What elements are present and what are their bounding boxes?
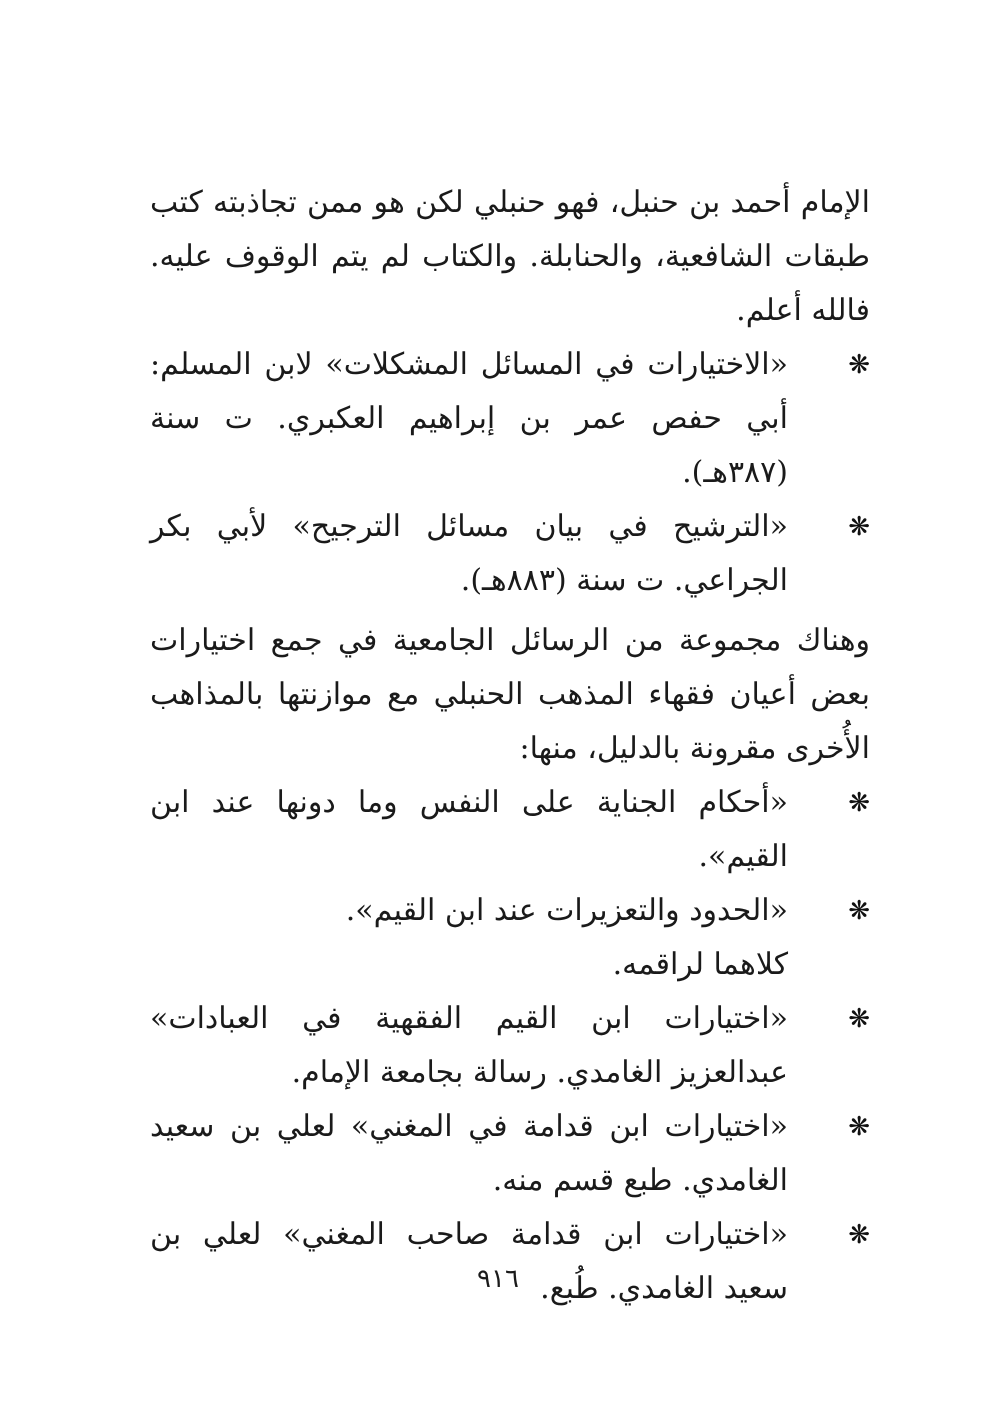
asterisk-bullet-icon: ❋ bbox=[848, 350, 870, 380]
list-item-text: «اختيارات ابن قدامة في المغني» لعلي بن سعيد الغامدي. طبع قسم منه. bbox=[150, 1109, 788, 1198]
asterisk-bullet-icon: ❋ bbox=[848, 788, 870, 818]
list-item bbox=[150, 1208, 870, 1316]
page-body bbox=[150, 176, 870, 1316]
list-item-text: «الترشيح في بيان مسائل الترجيح» لأبي بكر الجراعي. ت سنة (٨٨٣هـ). bbox=[150, 509, 788, 598]
list-item bbox=[150, 1100, 870, 1208]
list-item bbox=[150, 500, 870, 608]
list-item bbox=[150, 338, 870, 500]
asterisk-bullet-icon: ❋ bbox=[848, 1004, 870, 1034]
list-item-text: «اختيارات ابن قدامة صاحب المغني» لعلي بن سعيد الغامدي. طُبع. bbox=[150, 1217, 788, 1306]
list-item-text: «الاختيارات في المسائل المشكلات» لابن المسلم: أبي حفص عمر بن إبراهيم العكبري. ت سنة (٣٨٧هـ). bbox=[150, 347, 788, 490]
author-note: كلاهما لراقمه. bbox=[612, 947, 788, 982]
asterisk-bullet-icon: ❋ bbox=[848, 896, 870, 926]
paragraph-intro: الإمام أحمد بن حنبل، فهو حنبلي لكن هو ممن تجاذبته كتب طبقات الشافعية، والحنابلة. والكتاب لم يتم الوقوف عليه. فالله أعلم. bbox=[150, 185, 870, 328]
list-item-text: «الحدود والتعزيرات عند ابن القيم». bbox=[345, 893, 788, 928]
list-item-text: «أحكام الجناية على النفس وما دونها عند ابن القيم». bbox=[150, 785, 788, 874]
list-item bbox=[150, 992, 870, 1100]
list-item-text: «اختيارات ابن القيم الفقهية في العبادات» عبدالعزيز الغامدي. رسالة بجامعة الإمام. bbox=[150, 1001, 788, 1090]
paragraph-theses-intro: وهناك مجموعة من الرسائل الجامعية في جمع اختيارات بعض أعيان فقهاء المذهب الحنبلي مع موازنتها بالمذاهب الأُخرى مقرونة بالدليل، منها: bbox=[150, 623, 870, 766]
page-number: ٩١٦ bbox=[477, 1264, 519, 1294]
list-item bbox=[150, 776, 870, 884]
list-item bbox=[150, 884, 870, 938]
asterisk-bullet-icon: ❋ bbox=[848, 1112, 870, 1142]
asterisk-bullet-icon: ❋ bbox=[848, 512, 870, 542]
asterisk-bullet-icon: ❋ bbox=[848, 1220, 870, 1250]
